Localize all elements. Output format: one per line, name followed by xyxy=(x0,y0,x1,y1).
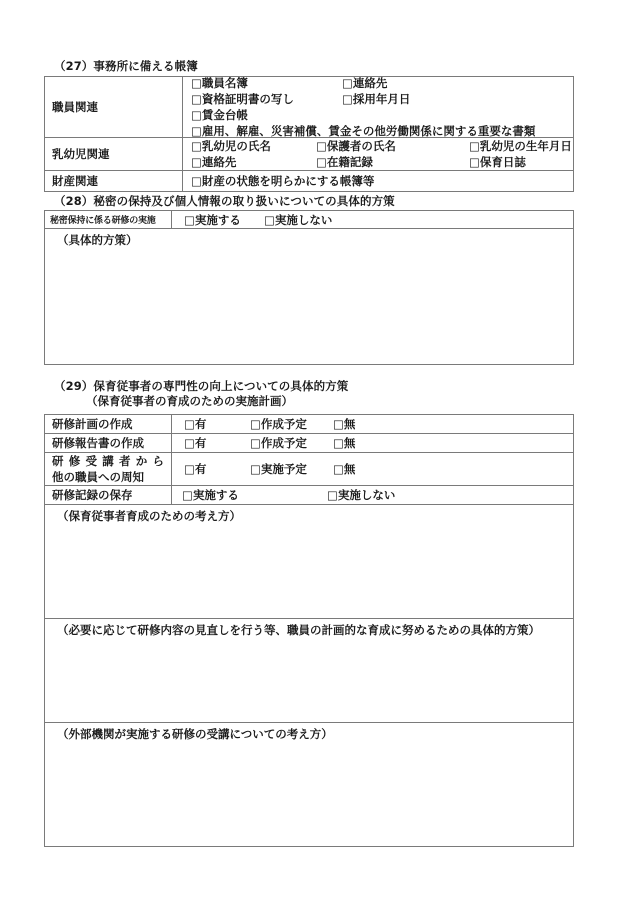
table-row xyxy=(45,211,573,229)
section-29-free-text-block-3[interactable] xyxy=(45,723,573,846)
row-label-staff: 職員関連 xyxy=(45,77,183,137)
row-label-confidentiality-training xyxy=(45,211,172,228)
checkbox-option[interactable]: □連絡先 xyxy=(191,155,237,169)
free-text-label: （保育従事者育成のための考え方） xyxy=(57,509,241,523)
checkbox-option[interactable]: □有 xyxy=(184,436,207,450)
checkbox-option[interactable]: □採用年月日 xyxy=(342,92,411,106)
option-line xyxy=(184,435,573,451)
option-line xyxy=(191,154,573,170)
checkbox-option[interactable]: □作成予定 xyxy=(250,417,307,431)
checkbox-option[interactable]: □保護者の氏名 xyxy=(316,139,396,153)
checkbox-option[interactable]: □有 xyxy=(184,417,207,431)
checkbox-option[interactable]: □雇用、解雇、災害補償、賃金その他労働関係に関する重要な書類 xyxy=(191,124,536,138)
row-label-training-report: 研修報告書の作成 xyxy=(45,434,172,452)
row-options-training-report xyxy=(172,434,573,452)
table-row xyxy=(45,171,573,191)
table-row xyxy=(45,138,573,171)
checkbox-option[interactable]: □実施予定 xyxy=(250,462,307,476)
free-text-label: （具体的方策） xyxy=(57,233,138,247)
row-label-property: 財産関連 xyxy=(45,171,183,191)
checkbox-option[interactable]: □保育日誌 xyxy=(469,155,526,169)
section-28-title: （28）秘密の保持及び個人情報の取り扱いについての具体的方策 xyxy=(54,194,395,208)
row-options-staff xyxy=(183,77,573,137)
checkbox-option[interactable]: □職員名簿 xyxy=(191,76,248,90)
checkbox-option[interactable]: □実施しない xyxy=(264,212,333,227)
section-27-table xyxy=(44,76,574,192)
checkbox-option[interactable]: □連絡先 xyxy=(342,76,388,90)
section-29-title: （29）保育従事者の専門性の向上についての具体的方策 xyxy=(54,379,349,393)
option-line xyxy=(182,487,573,503)
table-row xyxy=(45,486,573,505)
option-line xyxy=(191,138,573,154)
checkbox-option[interactable]: □作成予定 xyxy=(250,436,307,450)
option-line xyxy=(191,173,573,189)
section-29-table xyxy=(44,414,574,847)
row-label-infant: 乳幼児関連 xyxy=(45,138,183,170)
checkbox-option[interactable]: □資格証明書の写し xyxy=(191,92,294,106)
row-label-training-record: 研修記録の保存 xyxy=(45,486,172,504)
table-row xyxy=(45,434,573,453)
checkbox-option[interactable]: □無 xyxy=(333,462,356,476)
option-line xyxy=(184,416,573,432)
row-options-training-plan xyxy=(172,415,573,433)
free-text-label: （必要に応じて研修内容の見直しを行う等、職員の計画的な育成に努めるための具体的方策） xyxy=(57,623,540,637)
checkbox-option[interactable]: □財産の状態を明らかにする帳簿等 xyxy=(191,174,375,188)
row-label-training-share xyxy=(45,453,172,485)
row-label-training-plan: 研修計画の作成 xyxy=(45,415,172,433)
row-options-property xyxy=(183,171,573,191)
table-row xyxy=(45,77,573,138)
checkbox-option[interactable]: □無 xyxy=(333,436,356,450)
row-options-infant xyxy=(183,138,573,170)
checkbox-option[interactable]: □乳幼児の氏名 xyxy=(191,139,271,153)
section-28-free-text-block[interactable] xyxy=(45,229,573,364)
row-label-line-1: 研修受講者から xyxy=(52,454,164,468)
option-line xyxy=(184,212,573,228)
checkbox-option[interactable]: □乳幼児の生年月日 xyxy=(469,139,572,153)
checkbox-option[interactable]: □実施しない xyxy=(327,488,396,502)
row-label-text: 秘密保持に係る研修の実施 xyxy=(50,216,156,226)
row-options-confidentiality xyxy=(172,211,573,228)
table-row xyxy=(45,453,573,486)
row-label-line-2: 他の職員への周知 xyxy=(52,470,144,484)
option-line xyxy=(191,91,573,107)
checkbox-option[interactable]: □有 xyxy=(184,462,207,476)
section-29-free-text-block-2[interactable] xyxy=(45,619,573,723)
free-text-label: （外部機関が実施する研修の受講についての考え方） xyxy=(57,727,333,741)
checkbox-option[interactable]: □無 xyxy=(333,417,356,431)
section-28-table xyxy=(44,210,574,365)
section-29-free-text-block-1[interactable] xyxy=(45,505,573,619)
row-options-training-share xyxy=(172,453,573,485)
section-29-subtitle: （保育従事者の育成のための実施計画） xyxy=(86,394,293,408)
option-line xyxy=(191,75,573,91)
checkbox-option[interactable]: □賃金台帳 xyxy=(191,108,248,122)
option-line xyxy=(184,461,573,477)
checkbox-option[interactable]: □実施する xyxy=(182,488,239,502)
checkbox-option[interactable]: □実施する xyxy=(184,212,241,227)
checkbox-option[interactable]: □在籍記録 xyxy=(316,155,373,169)
row-options-training-record xyxy=(172,486,573,504)
section-27-title: （27）事務所に備える帳簿 xyxy=(54,59,198,73)
table-row xyxy=(45,415,573,434)
option-line xyxy=(191,107,573,123)
option-line xyxy=(191,123,573,139)
